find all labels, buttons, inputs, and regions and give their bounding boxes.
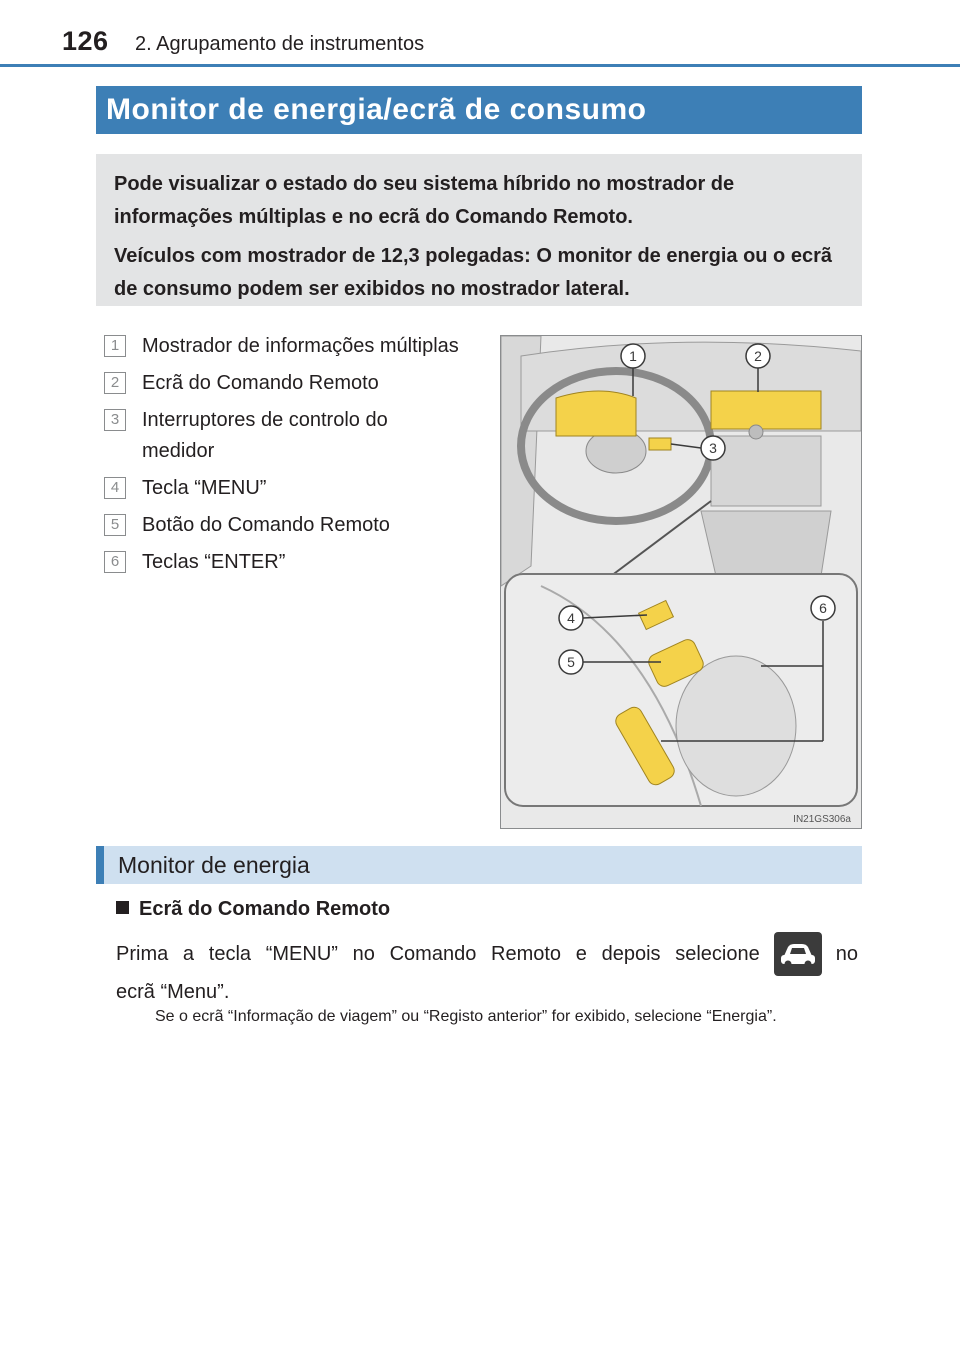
svg-text:4: 4: [567, 610, 575, 626]
legend-number: 1: [104, 335, 126, 357]
svg-text:6: 6: [819, 600, 827, 616]
svg-text:5: 5: [567, 654, 575, 670]
center-knob: [749, 425, 763, 439]
legend-item: [104, 405, 484, 467]
instruction-line-2: ecrã “Menu”.: [116, 981, 230, 1003]
callout-3: [701, 436, 725, 460]
dashboard-illustration: [500, 335, 862, 829]
legend-item: [104, 510, 484, 541]
instruction-line: [116, 932, 858, 976]
center-stack: [711, 436, 821, 506]
callout-2: [746, 344, 770, 368]
legend-label: Teclas “ENTER”: [142, 551, 286, 573]
instruction-text-1: Prima a tecla “MENU” no Comando Remoto e depois selecione: [116, 942, 760, 965]
intro-paragraph-1: Pode visualizar o estado do seu sistema híbrido no mostrador de informações múltiplas e no ecrã do Comando Remoto.: [114, 173, 735, 228]
square-bullet-icon: [116, 901, 129, 914]
armrest: [676, 656, 796, 796]
legend-label: Tecla “MENU”: [142, 477, 267, 499]
switch-highlight: [649, 438, 671, 450]
page-number: 126: [62, 26, 109, 56]
dashboard-drawing: [501, 336, 861, 828]
subsection-title: Monitor de energia: [118, 852, 310, 878]
figure-code: IN21GS306a: [793, 814, 851, 825]
svg-text:3: 3: [709, 440, 717, 456]
car-icon: [774, 932, 822, 976]
legend-number: 5: [104, 514, 126, 536]
callout-6: [811, 596, 835, 620]
subsection-banner: [96, 846, 862, 884]
legend-label: Botão do Comando Remoto: [142, 514, 390, 536]
svg-text:1: 1: [629, 348, 637, 364]
legend-number: 3: [104, 409, 126, 431]
legend-item: [104, 547, 484, 578]
instruction-text-2a: no: [835, 942, 858, 965]
legend-label: Interruptores de controlo do medidor: [142, 409, 388, 462]
legend-item: [104, 368, 484, 399]
instruction: [116, 932, 858, 1009]
legend-number: 4: [104, 477, 126, 499]
section-title: Monitor de energia/ecrã de consumo: [106, 93, 647, 126]
chapter-title: 2. Agrupamento de instrumentos: [135, 33, 425, 55]
legend-item: [104, 331, 484, 362]
legend-label: Ecrã do Comando Remoto: [142, 372, 379, 394]
figure-legend: [104, 331, 484, 584]
callout-5: [559, 650, 583, 674]
console: [701, 511, 831, 576]
legend-label: Mostrador de informações múltiplas: [142, 335, 459, 357]
svg-text:2: 2: [754, 348, 762, 364]
zoom-panel: [505, 574, 857, 806]
legend-number: 6: [104, 551, 126, 573]
header-rule: [0, 64, 960, 67]
section-banner: [96, 86, 862, 134]
bullet-heading-text: Ecrã do Comando Remoto: [139, 898, 391, 920]
intro-paragraph-2: Veículos com mostrador de 12,3 polegadas: O monitor de energia ou o ecrã de consumo podem ser exibidos no mostrador lateral.: [114, 245, 832, 300]
meter-highlight: [556, 391, 636, 436]
legend-item: [104, 473, 484, 504]
note-text: Se o ecrã “Informação de viagem” ou “Registo anterior” for exibido, selecione “Energia”.: [155, 1008, 777, 1025]
callout-4: [559, 606, 583, 630]
display-highlight: [711, 391, 821, 429]
legend-number: 2: [104, 372, 126, 394]
callout-1: [621, 344, 645, 368]
intro-box: [96, 154, 862, 306]
bullet-heading: [116, 898, 390, 921]
